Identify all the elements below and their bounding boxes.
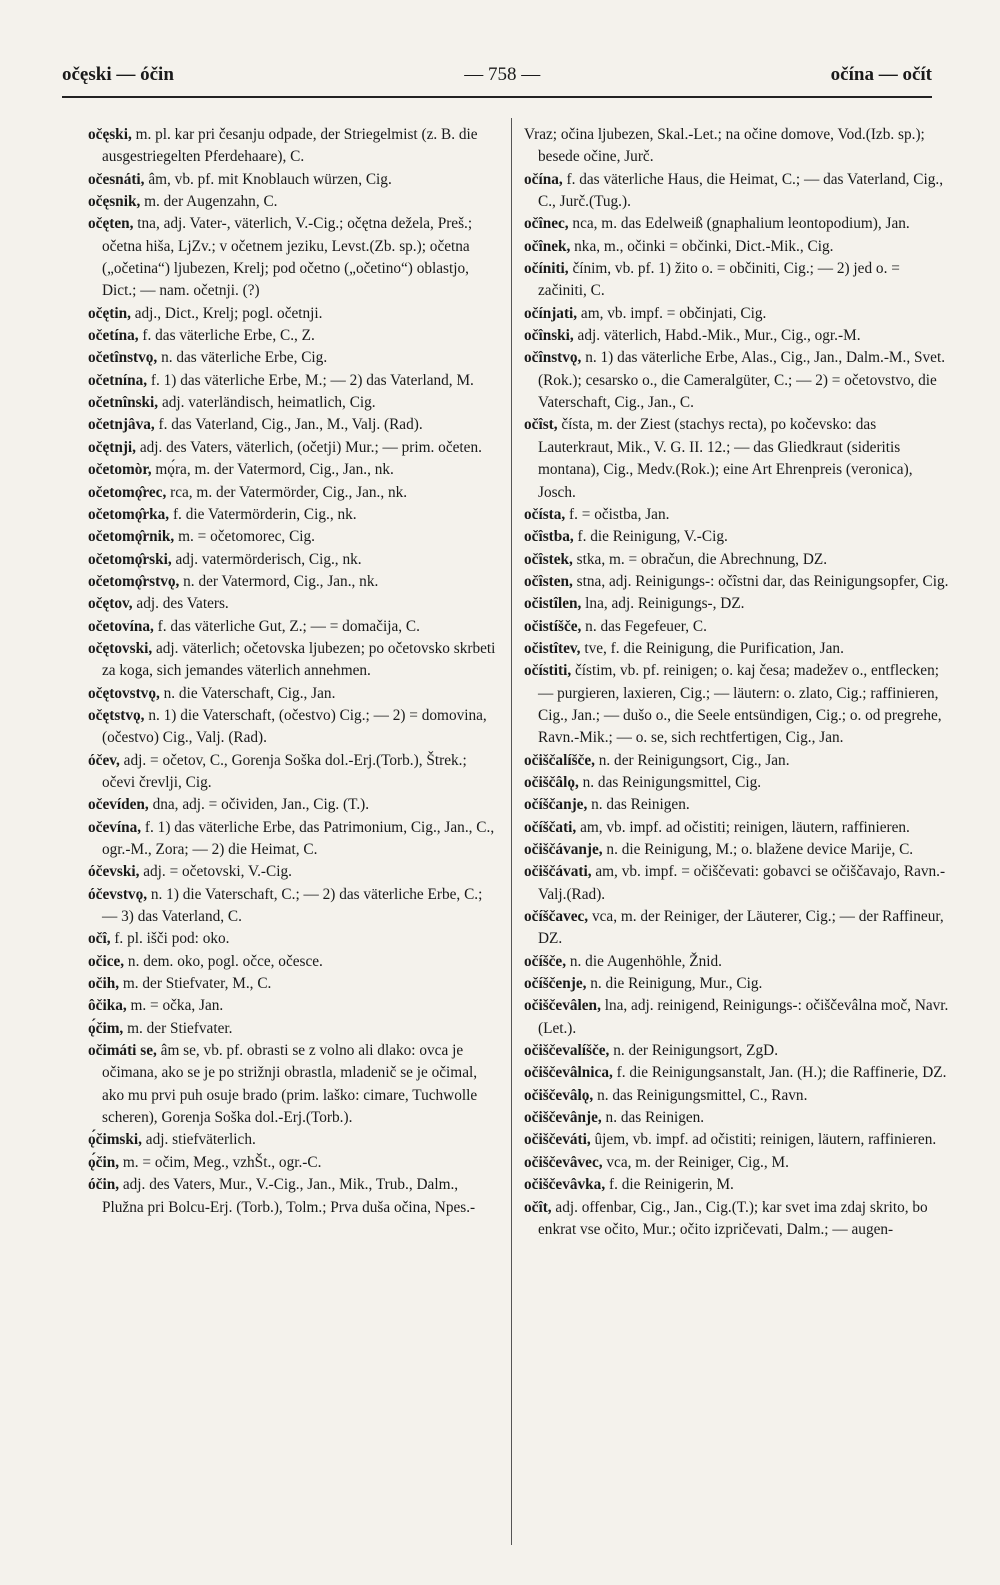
- header-right-guideword: očína — očít: [830, 64, 932, 85]
- dictionary-entry: [88, 973, 500, 995]
- dictionary-entry: [88, 437, 500, 459]
- entry-headword: očiščevâlǫ,: [524, 1086, 594, 1104]
- dictionary-entry: [88, 504, 500, 526]
- entry-headword: očistíšče,: [524, 617, 582, 635]
- dictionary-entry: [524, 951, 952, 973]
- entry-headword: očiščevâlnica,: [524, 1064, 613, 1082]
- entry-definition: n. 1) das väterliche Erbe, Alas., Cig., Jan., Dalm.-M., Svet.(Rok.); cesarsko o., die Cameralgüter, C.; — 2) = očetovstvo, die Vaterschaft, Cig., Jan., C.: [538, 349, 946, 412]
- dictionary-entry: [524, 973, 952, 995]
- entry-definition: čísta, m. der Ziest (stachys recta), po kočevsko: das Lauterkraut, Mik., V. G. II. 12.; — das Gliedkraut (sideritis montana), Cig., Medv.(Rok.); eine Art Ehrenpreis (veronica), Josch.: [538, 416, 913, 501]
- entry-headword: očętstvǫ,: [88, 706, 145, 724]
- dictionary-entry: [88, 1018, 500, 1040]
- dictionary-entry: [88, 549, 500, 571]
- entry-headword: očîstek,: [524, 550, 573, 568]
- entry-headword: očiščalíšče,: [524, 751, 595, 769]
- entry-definition: adj. des Vaters, väterlich, (očetji) Mur.; — prim. očeten.: [136, 438, 482, 456]
- entry-definition: n. die Augenhöhle, Žnid.: [566, 952, 722, 970]
- dictionary-entry: [88, 794, 500, 816]
- dictionary-entry: [524, 861, 952, 906]
- entry-headword: očętov,: [88, 595, 133, 613]
- entry-headword: očíščanje,: [524, 796, 588, 814]
- entry-definition: adj. des Vaters, Mur., V.-Cig., Jan., Mik., Trub., Dalm., Plužna pri Bolcu-Erj. (Torb.), Tolm.; Prva duša očina, Npes.-: [102, 1176, 476, 1216]
- dictionary-entry: [524, 169, 952, 214]
- dictionary-entry: [524, 1152, 952, 1174]
- dictionary-entry: [88, 303, 500, 325]
- dictionary-entry: [88, 593, 500, 615]
- dictionary-entry: [524, 794, 952, 816]
- entry-headword: očíščenje,: [524, 975, 587, 993]
- entry-definition: adj. vatermörderisch, Cig., nk.: [171, 550, 362, 568]
- entry-definition: n. das Reinigungsmittel, Cig.: [578, 773, 762, 791]
- header-rule: [62, 96, 932, 98]
- entry-headword: očęski,: [88, 126, 132, 143]
- entry-headword: očetomǫ̂rnik,: [88, 528, 175, 546]
- entry-definition: f. die Reinigungsanstalt, Jan. (H.); die Raffinerie, DZ.: [612, 1064, 947, 1082]
- dictionary-entry: [524, 660, 952, 749]
- entry-definition: n. der Reinigungsort, ZgD.: [609, 1042, 779, 1060]
- entry-headword: očimáti se,: [88, 1042, 157, 1060]
- entry-definition: n. der Vatermord, Cig., Jan., nk.: [179, 572, 379, 590]
- entry-definition: n. die Reinigung, Mur., Cig.: [586, 975, 763, 993]
- dictionary-entry: [88, 705, 500, 750]
- dictionary-entry: [524, 750, 952, 772]
- entry-headword: očetomǫ̂rstvǫ,: [88, 572, 180, 590]
- entry-headword: očice,: [88, 952, 125, 970]
- column-divider: [511, 118, 512, 1545]
- dictionary-entry: [524, 347, 952, 414]
- entry-definition: adj. väterlich, Habd.-Mik., Mur., Cig., ogr.-M.: [573, 327, 861, 345]
- entry-headword: očetomǫ̂rka,: [88, 505, 170, 523]
- entry-definition: nka, m., očinki = občinki, Dict.-Mik., Cig.: [570, 237, 834, 255]
- dictionary-entry: [88, 817, 500, 862]
- entry-headword: očetînstvǫ,: [88, 349, 158, 367]
- entry-definition: n. 1) die Vaterschaft, (očestvo) Cig.; — 2) = domovina, (očestvo) Cig., Valj. (Rad).: [102, 706, 487, 747]
- entry-headword: očęten,: [88, 215, 134, 233]
- entry-definition: mǫ́ra, m. der Vatermord, Cig., Jan., nk.: [151, 461, 394, 479]
- entry-headword: očistîlen,: [524, 595, 582, 613]
- entry-definition: am, vb. impf. = občinjati, Cig.: [577, 304, 767, 322]
- entry-headword: očíščavec,: [524, 908, 589, 926]
- dictionary-entry: [88, 571, 500, 593]
- dictionary-entry: [88, 616, 500, 638]
- entry-definition: am, vb. impf. ad očistiti; reinigen, läutern, raffinieren.: [576, 818, 910, 836]
- dictionary-entry: [88, 1129, 500, 1151]
- dictionary-entry: [524, 571, 952, 593]
- dictionary-entry: [88, 526, 500, 548]
- entry-definition: adj. stiefväterlich.: [141, 1131, 256, 1149]
- dictionary-entry: [524, 1040, 952, 1062]
- dictionary-entry: [88, 1174, 500, 1219]
- entry-headword: očiščevâlen,: [524, 997, 601, 1015]
- entry-headword: ôčika,: [88, 997, 127, 1015]
- dictionary-entry: [88, 638, 500, 683]
- dictionary-entry: [524, 213, 952, 235]
- left-column: [88, 124, 500, 1219]
- dictionary-entry: [88, 392, 500, 414]
- entry-headword: očísta,: [524, 505, 566, 523]
- entry-headword: óčev,: [88, 751, 120, 769]
- entry-definition: f. 1) das väterliche Erbe, M.; — 2) das Vaterland, M.: [147, 371, 474, 389]
- dictionary-entry: [524, 124, 952, 169]
- entry-headword: ǫ́čim,: [88, 1019, 124, 1037]
- dictionary-entry: [524, 258, 952, 303]
- entry-headword: očíniti,: [524, 260, 569, 278]
- entry-headword: ǫ́čimski,: [88, 1131, 142, 1149]
- entry-headword: očînstvǫ,: [524, 349, 582, 367]
- entry-headword: očetomǫ̂rec,: [88, 483, 167, 501]
- entry-headword: óčin,: [88, 1176, 120, 1194]
- entry-headword: očiščevalíšče,: [524, 1042, 610, 1060]
- entry-definition: n. das Fegefeuer, C.: [581, 617, 707, 635]
- dictionary-entry: [88, 414, 500, 436]
- dictionary-entry: [88, 995, 500, 1017]
- entry-definition: m. = očka, Jan.: [126, 997, 224, 1015]
- entry-definition: čínim, vb. pf. 1) žito o. = občiniti, Cig.; — 2) jed o. = začiniti, C.: [538, 260, 900, 300]
- dictionary-entry: [524, 817, 952, 839]
- entry-definition: n. das väterliche Erbe, Cig.: [157, 349, 328, 367]
- dictionary-entry: [524, 995, 952, 1040]
- entry-headword: očętin,: [88, 304, 131, 322]
- entry-definition: n. das Reinigen.: [601, 1109, 705, 1127]
- dictionary-entry: [88, 928, 500, 950]
- entry-headword: očetína,: [88, 327, 139, 345]
- entry-definition: adj. offenbar, Cig., Jan., Cig.(T.); kar svet ima zdaj skrito, bo enkrat vse očito, Mur.; očito izpričevati, Dalm.; — augen-: [538, 1198, 928, 1238]
- entry-headword: očínjati,: [524, 304, 578, 322]
- entry-definition: m. = očetomorec, Cig.: [174, 528, 315, 546]
- entry-definition: f. pl. išči pod: oko.: [110, 930, 230, 948]
- entry-headword: očiščevâvka,: [524, 1176, 606, 1194]
- entry-headword: očît,: [524, 1198, 552, 1216]
- entry-definition: n. das Reinigen.: [587, 796, 690, 814]
- entry-definition: n. die Vaterschaft, Cig., Jan.: [159, 684, 336, 702]
- entry-definition: rca, m. der Vatermörder, Cig., Jan., nk.: [166, 483, 408, 501]
- dictionary-entry: [88, 951, 500, 973]
- entry-definition: f. = očistba, Jan.: [565, 505, 670, 523]
- entry-definition: lna, adj. Reinigungs-, DZ.: [581, 595, 745, 613]
- dictionary-entry: [524, 1062, 952, 1084]
- dictionary-entry: [88, 750, 500, 795]
- entry-headword: očîst,: [524, 416, 558, 434]
- entry-headword: očî,: [88, 930, 111, 948]
- entry-headword: očętovstvǫ,: [88, 684, 160, 702]
- dictionary-entry: [88, 861, 500, 883]
- dictionary-entry: [524, 1107, 952, 1129]
- entry-headword: očistîtev,: [524, 639, 581, 657]
- dictionary-entry: [88, 683, 500, 705]
- entry-definition: f. das Vaterland, Cig., Jan., M., Valj. (Rad).: [154, 416, 423, 434]
- entry-headword: óčevstvǫ,: [88, 885, 148, 903]
- entry-definition: adj. vaterländisch, heimatlich, Cig.: [158, 394, 376, 412]
- dictionary-entry: [88, 884, 500, 929]
- entry-definition: âm se, vb. pf. obrasti se z volno ali dlako: ovca je očimana, ako se je po strižnji obrastla, mladenič se je očimal, ako mu prvi puh osuje brado (prim. laško: cimare, Tuchwolle scheren), Gorenja Soška dol.-Erj.(Torb.).: [102, 1042, 478, 1127]
- dictionary-entry: [88, 347, 500, 369]
- entry-headword: očiščevânje,: [524, 1109, 602, 1127]
- entry-headword: očiščeváti,: [524, 1131, 591, 1149]
- entry-definition: ûjem, vb. impf. ad očistiti; reinigen, läutern, raffinieren.: [590, 1131, 937, 1149]
- header-left-guideword: očęski — óčin: [62, 64, 174, 85]
- entry-headword: očiščávanje,: [524, 841, 603, 858]
- dictionary-entry: [524, 1085, 952, 1107]
- entry-headword: očetnjâva,: [88, 416, 155, 434]
- right-column: [524, 124, 952, 1241]
- dictionary-entry: [524, 638, 952, 660]
- entry-definition: nca, m. das Edelweiß (gnaphalium leontopodium), Jan.: [568, 215, 910, 233]
- dictionary-entry: [524, 236, 952, 258]
- entry-headword: očíščati,: [524, 818, 577, 836]
- dictionary-entry: [88, 325, 500, 347]
- entry-definition: dna, adj. = očividen, Jan., Cig. (T.).: [148, 796, 370, 814]
- page-number: — 758 —: [464, 64, 541, 85]
- entry-definition: f. die Reinigung, V.-Cig.: [573, 528, 728, 546]
- dictionary-entry: [524, 593, 952, 615]
- entry-headword: očetomǫ̂rski,: [88, 550, 172, 568]
- page-header: [62, 64, 932, 94]
- dictionary-entry: [524, 504, 952, 526]
- entry-definition: n. die Reinigung, M.; o. blažene device Marije, C.: [602, 841, 914, 858]
- entry-headword: očetovína,: [88, 617, 154, 635]
- entry-definition: f. die Reinigerin, M.: [605, 1176, 734, 1194]
- entry-definition: lna, adj. reinigend, Reinigungs-: očiščevâlna moč, Navr.(Let.).: [538, 997, 949, 1037]
- dictionary-entry: [524, 1197, 952, 1242]
- entry-headword: očetnînski,: [88, 394, 159, 412]
- entry-definition: adj. des Vaters.: [132, 595, 229, 613]
- entry-headword: očína,: [524, 170, 563, 188]
- entry-headword: očetomòr,: [88, 461, 152, 479]
- entry-definition: n. 1) die Vaterschaft, C.; — 2) das väterliche Erbe, C.; — 3) das Vaterland, C.: [102, 885, 483, 926]
- entry-definition: adj., Dict., Krelj; pogl. očetnji.: [130, 304, 323, 322]
- dictionary-entry: [88, 1040, 500, 1129]
- dictionary-entry: [524, 414, 952, 503]
- entry-definition: n. dem. oko, pogl. očce, očesce.: [124, 952, 323, 970]
- entry-headword: očiščâlǫ,: [524, 773, 579, 791]
- entry-definition: vca, m. der Reiniger, der Läuterer, Cig.; — der Raffineur, DZ.: [538, 908, 944, 948]
- entry-headword: ǫ́čin,: [88, 1153, 120, 1171]
- entry-definition: tna, adj. Vater-, väterlich, V.-Cig.; očętna dežela, Preš.; očetna hiša, LjZv.; v očetnem jeziku, Levst.(Zb. sp.); očetna („očetina“) ljubezen, Krelj; pod očetno („očetino“) oblastjo, Dict.; — nam. očetnji. (?): [102, 215, 473, 300]
- entry-headword: očih,: [88, 975, 120, 993]
- entry-headword: očîsten,: [524, 572, 573, 590]
- entry-definition: f. das väterliche Erbe, C., Z.: [138, 327, 315, 345]
- dictionary-entry: [524, 1174, 952, 1196]
- entry-definition: m. = očim, Meg., vzhŠt., ogr.-C.: [119, 1153, 322, 1171]
- entry-definition: m. der Stiefvater, M., C.: [119, 975, 272, 993]
- entry-headword: očevíden,: [88, 796, 149, 814]
- dictionary-entry: [88, 1152, 500, 1174]
- entry-definition: stka, m. = obračun, die Abrechnung, DZ.: [572, 550, 828, 568]
- entry-headword: óčevski,: [88, 863, 140, 881]
- dictionary-entry: [524, 303, 952, 325]
- entry-definition: tve, f. die Reinigung, die Purification, Jan.: [580, 639, 844, 657]
- entry-definition: n. der Reinigungsort, Cig., Jan.: [594, 751, 790, 769]
- dictionary-entry: [524, 549, 952, 571]
- entry-definition: adj. = očetov, C., Gorenja Soška dol.-Erj.(Torb.), Štrek.; očevi črevlji, Cig.: [102, 751, 467, 791]
- dictionary-entry: [524, 616, 952, 638]
- entry-definition: Vraz; očina ljubezen, Skal.-Let.; na očine domove, Vod.(Izb. sp.); besede očine, Jurč.: [524, 126, 925, 166]
- entry-definition: čístim, vb. pf. reinigen; o. kaj česa; madežev o., entflecken; — purgieren, laxieren, Cig.; — läutern: o. zlato, Cig.; raffinieren, Cig., Jan.; — dušo o., die Seele entsündigen, Cig.; o. od pregrehe, Ravn.-Mik.; — o. se, sich rechtfertigen, Cig., Jan.: [538, 662, 942, 747]
- entry-headword: očînec,: [524, 215, 569, 233]
- dictionary-entry: [524, 526, 952, 548]
- entry-definition: f. das väterliche Gut, Z.; — = domačija, C.: [153, 617, 420, 635]
- entry-headword: očesnáti,: [88, 170, 145, 188]
- entry-definition: n. das Reinigungsmittel, C., Ravn.: [593, 1086, 808, 1104]
- entry-headword: očînski,: [524, 327, 574, 345]
- dictionary-entry: [88, 370, 500, 392]
- dictionary-entry: [524, 906, 952, 951]
- dictionary-entry: [88, 169, 500, 191]
- dictionary-entry: [88, 213, 500, 302]
- entry-definition: f. 1) das väterliche Erbe, das Patrimonium, Cig., Jan., C., ogr.-M., Zora; — 2) die Heimat, C.: [102, 818, 495, 858]
- entry-definition: adj. = očetovski, V.-Cig.: [139, 863, 292, 881]
- dictionary-entry: [88, 191, 500, 213]
- entry-definition: m. pl. kar pri česanju odpade, der Striegelmist (z. B. die ausgestriegelten Pferdehaare), C.: [102, 126, 478, 166]
- dictionary-entry: [88, 124, 500, 169]
- dictionary-entry: [524, 1129, 952, 1151]
- entry-headword: očetnína,: [88, 371, 148, 389]
- entry-definition: f. das väterliche Haus, die Heimat, C.; — das Vaterland, Cig., C., Jurč.(Tug.).: [538, 170, 944, 211]
- entry-definition: m. der Augenzahn, C.: [140, 193, 278, 211]
- entry-headword: očęsnik,: [88, 193, 141, 211]
- entry-definition: vca, m. der Reiniger, Cig., M.: [602, 1153, 789, 1171]
- dictionary-entry: [524, 325, 952, 347]
- entry-definition: adj. väterlich; očetovska ljubezen; po očetovsko skrbeti za koga, sich jemandes väterlich annehmen.: [102, 639, 496, 680]
- dictionary-entry: [524, 772, 952, 794]
- entry-headword: očîstba,: [524, 528, 574, 546]
- dictionary-entry: [524, 839, 952, 861]
- entry-definition: stna, adj. Reinigungs-: očîstni dar, das Reinigungsopfer, Cig.: [572, 572, 949, 590]
- dictionary-entry: [88, 459, 500, 481]
- entry-headword: očíšče,: [524, 952, 567, 970]
- entry-definition: âm, vb. pf. mit Knoblauch würzen, Cig.: [144, 170, 392, 188]
- entry-headword: očînek,: [524, 237, 571, 255]
- entry-headword: očevína,: [88, 818, 142, 836]
- entry-definition: am, vb. impf. = očiščevati: gobavci se očiščavajo, Ravn.-Valj.(Rad).: [538, 863, 946, 903]
- entry-definition: f. die Vatermörderin, Cig., nk.: [169, 505, 357, 523]
- entry-headword: očiščevâvec,: [524, 1153, 603, 1171]
- entry-headword: očętnji,: [88, 438, 136, 456]
- entry-headword: očiščávati,: [524, 863, 592, 881]
- entry-headword: očętovski,: [88, 639, 153, 657]
- entry-definition: m. der Stiefvater.: [123, 1019, 233, 1037]
- entry-headword: očístiti,: [524, 662, 572, 680]
- dictionary-entry: [88, 482, 500, 504]
